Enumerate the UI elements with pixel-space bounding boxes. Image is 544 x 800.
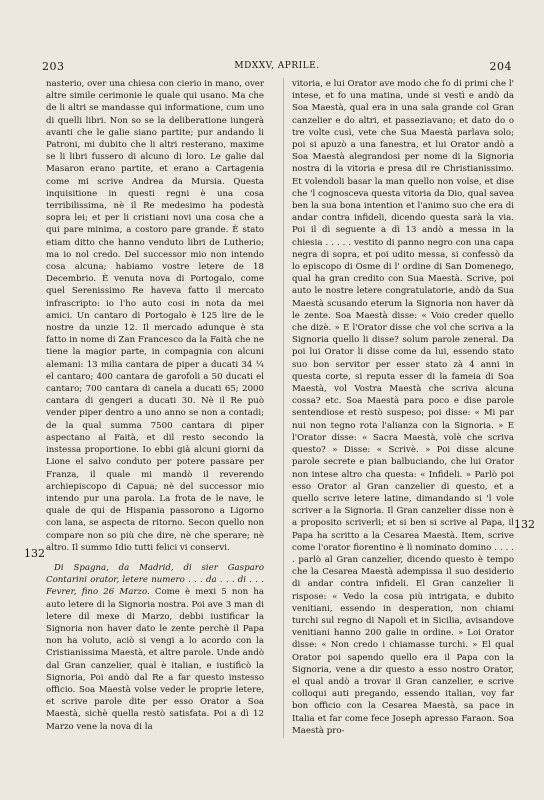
left-column (46, 78, 264, 733)
right-column-text: vitoria, e lui Orator ave modo che fo di primi che l' intese, et fo una matina, unde si vestì e andò da Soa Maestà, qual era in una sala grande col Gran canzelier e do altri, et passeziavano; et dato do o tre volte cusì, vete che Sua Maestà parlava solo; poi si apuzò a una fanestra, et lui Orator andò a Soa Maestà alegrandosi per nome di la Signoria nostra di la vitoria e presa dil re Christianissimo. Et volendoli basar la man quello non volse, et dise che 'l cognosceva questa vitoria da Dio, qual savea ben la sua bona intention et l'animo suo che era di andar contra infideli, dicendo questa sarà la via. Poi il dì seguente a dì 13 andò a messa in la chiesia . . . . . vestito di panno negro con una capa negra di sopra, et poi udito messa, si confessò da lo episcopo di Osme di l' ordine di San Domenego, qual ha gran credito con Sua Maestà. Scrive, poi auto le nostre letere congratulatorie, andò da Sua Maestà scusando eterum la Signoria non haver dà le zente. Soa Maestà disse: « Voio creder quello che dizè. » E l'Orator disse che vol che scriva a la Signoria quello li disse? solum parole zeneral. Da poi lui Orator li disse come da lui, essendo stato suo bon servitor per esser stato zà 4 anni in questa corte, si reputa esser di la fameia di Soa Maestà, vol Vostra Maestà che scriva alcuna cossa? etc. Soa Maestà para poco e dise parole sentendiose et restò suspeso; poi disse: « Mi par nui non tegno rota l'alianza con la Signoria. » E l'Orator disse: « Sacra Maestà, volè che scriva questo? » Disse: « Scrivè. » Poi disse alcune parole secrete e pian balbuciando, che lui Orator non intese altro cha questa: « Infideli. » Parlò poi esso Orator al Gran canzelier di questo, et a quello scrive letere latine, dimandando si 'l vole scriver a la Signoria. Il Gran canzelier disse non è a proposito scriverli; et si ben si scrive al Papa, il Papa ha scritto a la Cesarea Maestà. Item, scrive come l'orator fiorentino è lì nominato domino . . . . . parlò al Gran canzelier, dicendo questo è tempo che la Cesarea Maestà adempissa il suo desiderio di andar contra infideli. El Gran canzelier li rispose: « Vedo la cosa più intrigata, e dubito venitiani, essendo in desperation, non chiami turchi sul regno di Napoli et in Sicilia, avisandove venitiani hanno 200 galie in ordine. » Loi Orator disse: « Non credo i chiamasse turchi. » El qual Orator poi sapendo quello era il Papa con la Signoria, vene a dir questo a esso nostro Orator, el qual andò a trovar il Gran canzelier, e scrive colloqui auti pregando, essendo italian, voy far bon officio con la Cesarea Maestà, sa pace in Italia et far come fece Joseph apresso Faraon. Soa Maestà pro- (292, 79, 514, 736)
diary-entry (46, 562, 264, 733)
entry-text: Come è mexi 5 non ha auto letere di la Signoria nostra. Poi ave 3 man di letere dil mexe di Marzo, debbi iustificar la Signoria non haver dato le zente perchè il Papa non ha voluto, aciò si vengi a lo acordo con la Cristianissima Maestà, et altre parole. Unde andò dal Gran canzelier, qual è italian, e iustificò la Signoria, Poi andò dal Re a far questo instesso officio. Soa Maestà volse veder le proprie letere, et scrive parole dite per esso Orator a Soa Maestà, sichè quella restò satisfata. Poi a dì 12 Marzo vene la nova di la (46, 587, 264, 732)
left-margin-number: 132 (24, 547, 45, 560)
running-title: MDXXV, APRILE. (234, 61, 320, 71)
right-column (292, 78, 514, 737)
left-page-number: 203 (42, 60, 65, 73)
entry-heading: Di Spagna, da Madrid, di sier Gasparo Contarini orator, letere numero . . . da . . . di . . . Fevrer, fino 26 Marzo. (46, 562, 264, 598)
right-margin-number: 132 (514, 518, 535, 531)
left-column-text: nasterio, over una chiesa con cierio in mano, over altre simile cerimonie le quale qui usano. Ma che de li altri se mandasse qui informatione, cum uno di quelli libri. Non so se la deliberatione iungerà avanti che le galie siano partite; pur andando li Patroni, mi dubito che li altri resterano, maxime se li libri fussero di alcuno di loro. Le galie dal Masaron erano partite, et erano a Cartagenia come mi scrive Andrea da Mursia. Questa inquisitione in questi regni è una cosa terribilissima, nè il Re medesimo ha podestà sopra lei; et per li cristiani novi una cosa che a qui pare minima, a costoro pare grande. È stato etiam ditto che hanno venduto libri de Lutherio; ma io nol credo. Del successor mio non intendo cosa alcuna; habiamo vostre letere de 18 Decembrio. È venuta nova di Portogalo, come quel Serenissimo Re haveva fatto il mercato infrascripto: io l'ho auto cosi in nota da mei amici. Un cantaro di Portogalo è 125 lire de le nostre da unzie 12. Il mercado adunque è sta fatto in nome di Zan Francesco da la Faità che ne tiene la magior parte, in compagnia con alcuni alemani: 13 milia cantara de piper a ducati 34 ¼ el cantaro; 400 cantara de garofoli a 50 ducati el cantaro; 700 cantara di canela a ducati 65; 2000 cantara di gengeri a ducati 30. Nè il Re può vender piper dentro a uno anno se non a contadi; de la qual summa 7500 cantara di piper aspectano al Faità, et dil resto secondo la instessa proportione. Io ebbi già alcuni giorni da Lione el salvo conduto per potere passare per Franza, il quale mi mandò il reverendo archiepiscopo di Capua; nè del successor mio intendo pur una parola. La frota de le nave, le quale de qui de Hispania passorono a Ligorno con lana, se aspecta de ritorno. Secon quello non compare non so più che dire, nè che sperare; nè altro. Il summo Idio tutti felici vi conservi. (46, 79, 264, 553)
right-page-number: 204 (489, 60, 512, 73)
running-header (42, 60, 512, 74)
column-divider (283, 78, 284, 738)
